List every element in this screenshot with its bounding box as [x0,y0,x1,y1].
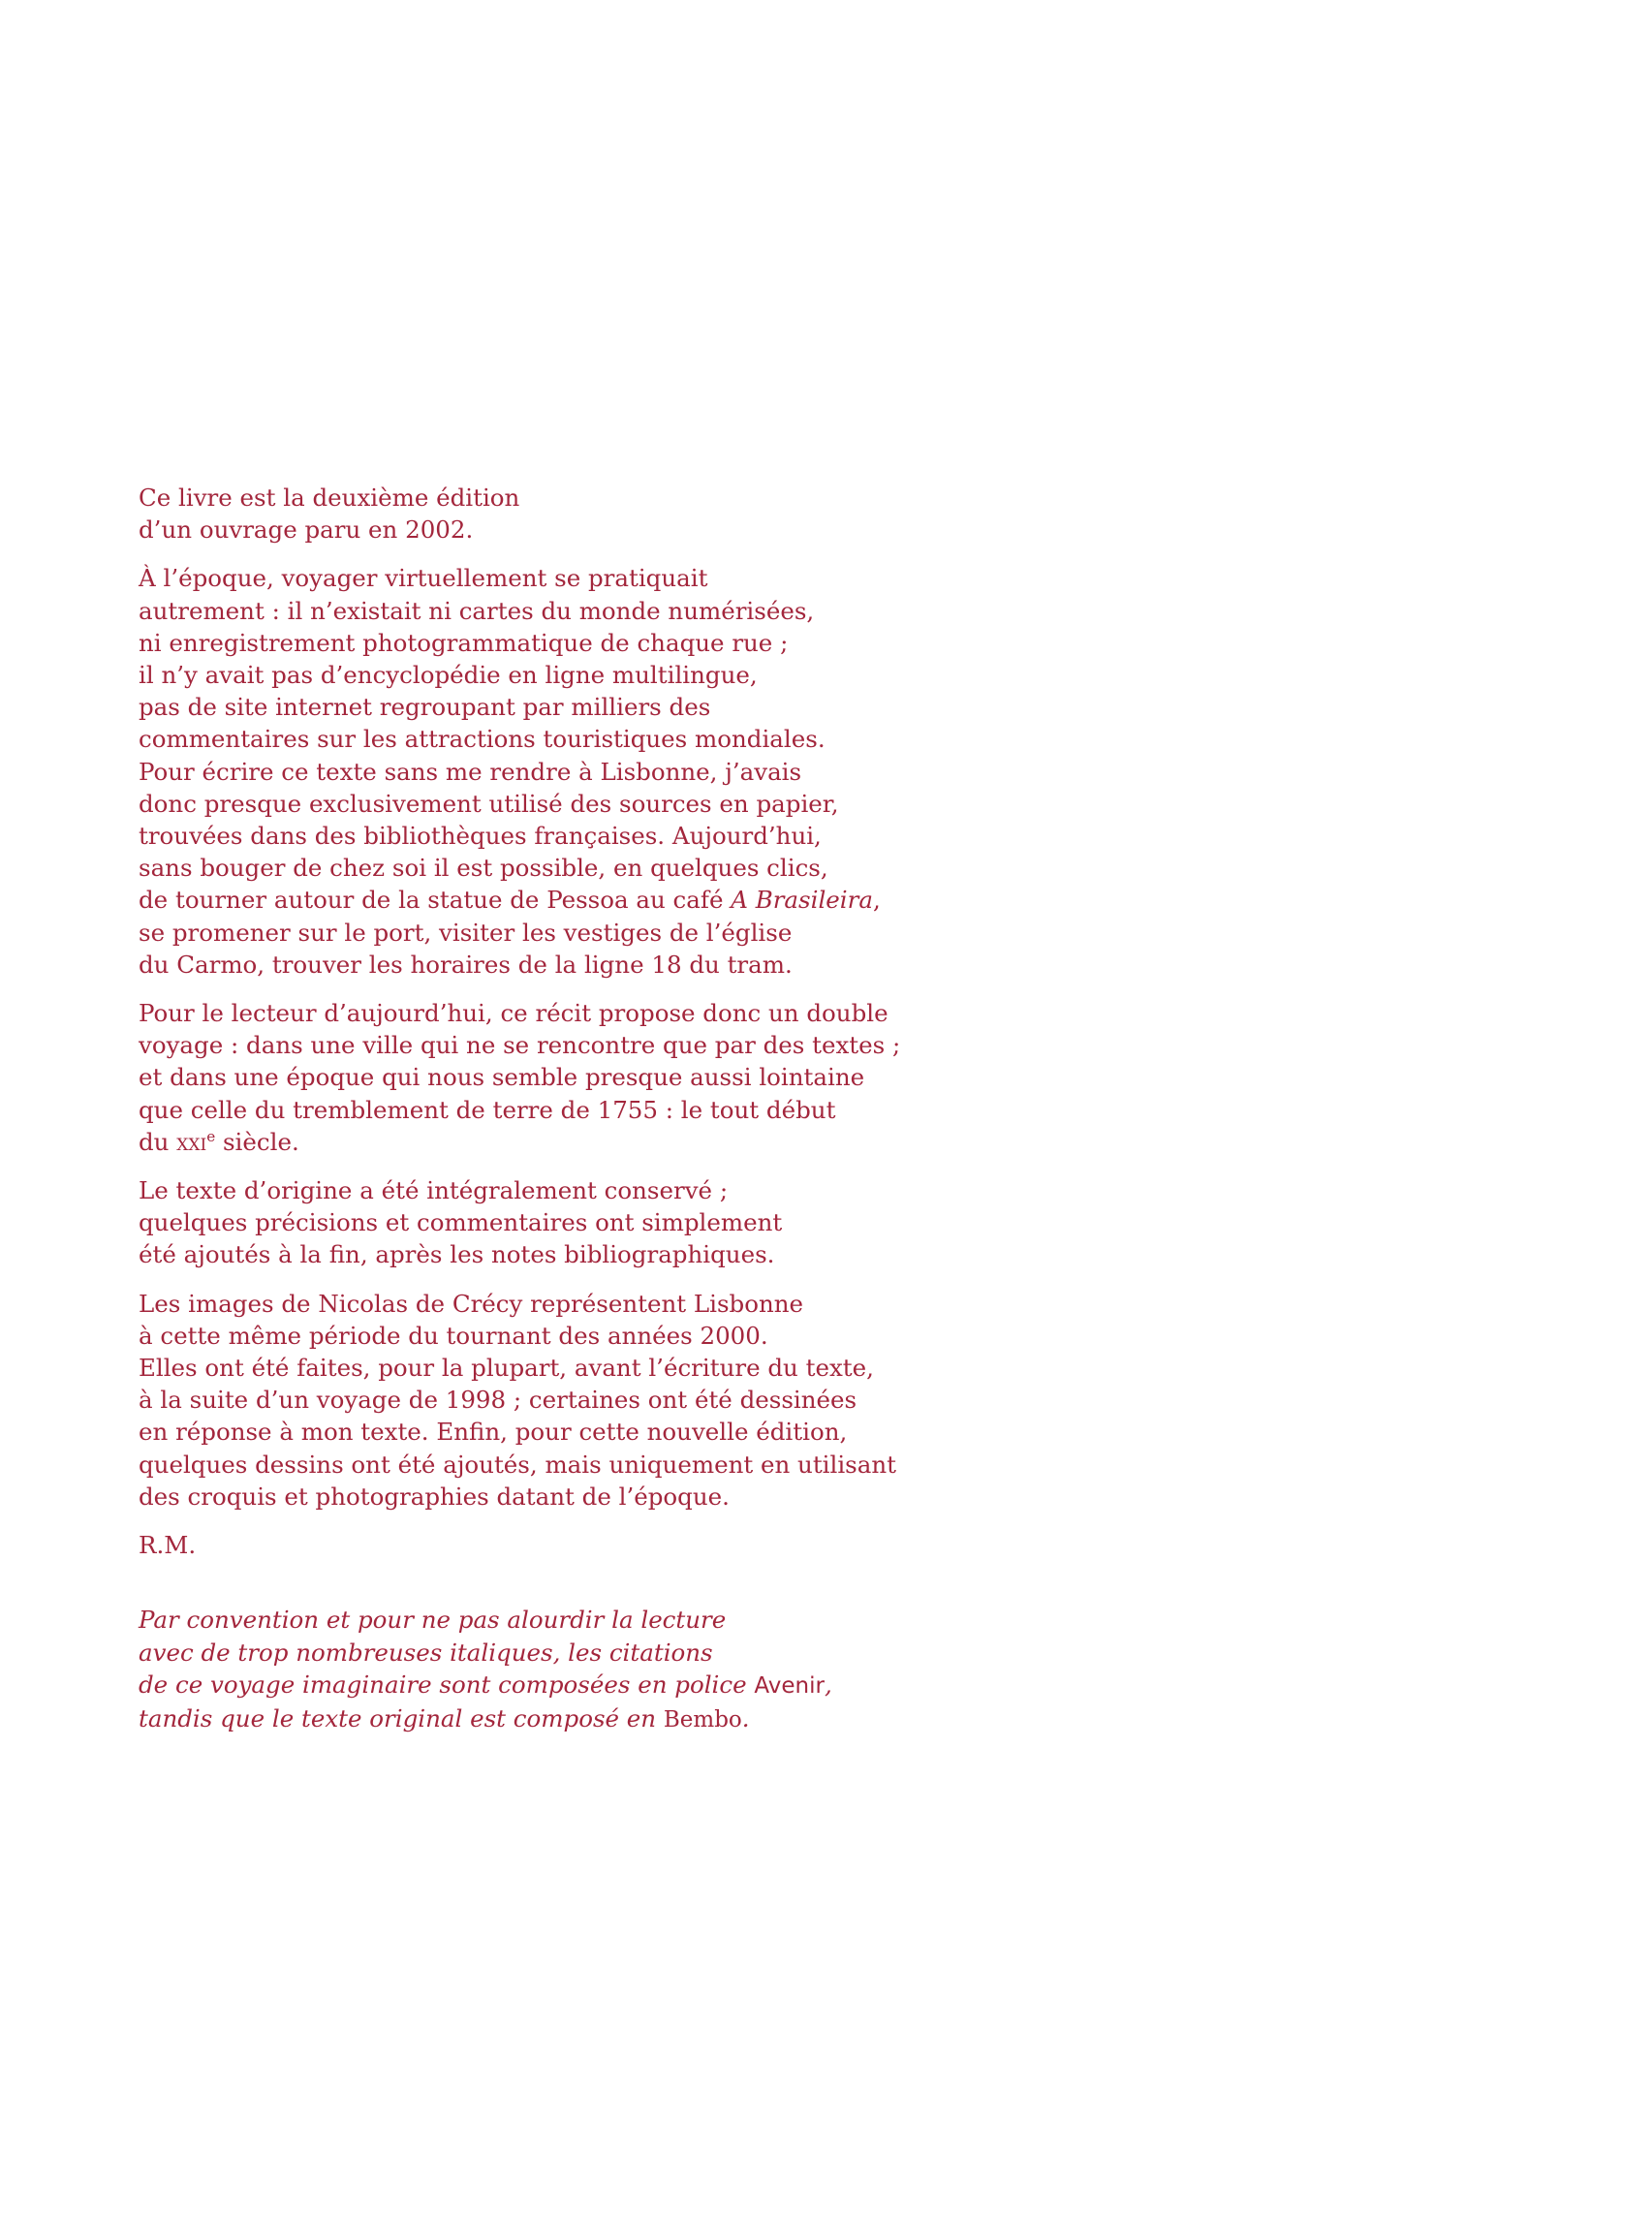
note-line: Par convention et pour ne pas alourdir la lecture [139,1606,727,1635]
text-line: que celle du tremblement de terre de 1755 : le tout début [139,1095,836,1124]
context-paragraph [139,562,933,981]
cafe-name: A Brasileira [731,886,873,915]
font-name-avenir: Avenir [754,1672,825,1699]
text-line: Ce livre est la deuxième édition [139,484,520,512]
text-line: Elles ont été faites, pour la plupart, avant l’écriture du texte, [139,1354,874,1383]
century-numeral: xxi [176,1127,207,1156]
text-fragment: de tourner autour de la statue de Pessoa au café [139,886,732,915]
images-paragraph [139,1288,933,1513]
text-line: autrement : il n’existait ni cartes du monde numérisées, [139,596,815,625]
text-line: Pour le lecteur d’aujourd’hui, ce récit propose donc un double [139,999,888,1028]
text-fragment: de ce voyage imaginaire sont composées en police [139,1670,755,1699]
text-fragment: , [872,886,881,915]
text-line-century [139,1126,933,1158]
text-line: pas de site internet regroupant par milliers des [139,693,711,722]
text-fragment: siècle. [215,1127,299,1156]
text-line: et dans une époque qui nous semble presque aussi lointaine [139,1063,865,1092]
text-fragment: , [824,1670,832,1699]
text-line: À l’époque, voyager virtuellement se pratiquait [139,564,708,593]
text-line: quelques précisions et commentaires ont simplement [139,1208,783,1237]
text-line: sans bouger de chez soi il est possible, en quelques clics, [139,854,828,883]
text-fragment: tandis que le texte original est composé en [139,1703,664,1732]
page-text [139,482,933,1736]
text-line: à la suite d’un voyage de 1998 ; certaines ont été dessinées [139,1386,857,1415]
text-fragment: . [741,1703,750,1732]
text-line: ni enregistrement photogrammatique de chaque rue ; [139,628,789,657]
text-line: été ajoutés à la fin, après les notes bibliographiques. [139,1240,775,1269]
text-line: des croquis et photographies datant de l’époque. [139,1482,730,1511]
original-paragraph [139,1174,933,1271]
text-line: voyage : dans une ville qui ne se rencontre que par des textes ; [139,1031,901,1060]
note-line [139,1702,933,1736]
text-line: Pour écrire ce texte sans me rendre à Lisbonne, j’avais [139,757,802,786]
text-line: en réponse à mon texte. Enfin, pour cette nouvelle édition, [139,1418,848,1447]
note-line [139,1669,933,1702]
text-line-cafe [139,884,933,916]
century-superscript: e [206,1127,216,1145]
note-line: avec de trop nombreuses italiques, les citations [139,1638,713,1667]
typography-note [139,1604,933,1736]
text-line: à cette même période du tournant des années 2000. [139,1321,768,1350]
text-line: se promener sur le port, visiter les vestiges de l’église [139,918,793,947]
text-line: Les images de Nicolas de Crécy représentent Lisbonne [139,1289,804,1318]
text-line: quelques dessins ont été ajoutés, mais uniquement en utilisant [139,1450,896,1479]
text-line: commentaires sur les attractions touristiques mondiales. [139,725,826,754]
author-signature: R.M. [139,1531,197,1560]
text-line: du Carmo, trouver les horaires de la ligne 18 du tram. [139,950,793,979]
intro-paragraph [139,482,933,546]
text-line: d’un ouvrage paru en 2002. [139,515,474,545]
text-line: trouvées dans des bibliothèques françaises. Aujourd’hui, [139,822,822,851]
font-name-bembo: Bembo [663,1706,742,1732]
reader-paragraph [139,997,933,1158]
text-line: Le texte d’origine a été intégralement conservé ; [139,1176,729,1205]
text-fragment: du [139,1127,177,1156]
text-line: il n’y avait pas d’encyclopédie en ligne multilingue, [139,661,758,690]
text-line: donc presque exclusivement utilisé des sources en papier, [139,789,839,818]
